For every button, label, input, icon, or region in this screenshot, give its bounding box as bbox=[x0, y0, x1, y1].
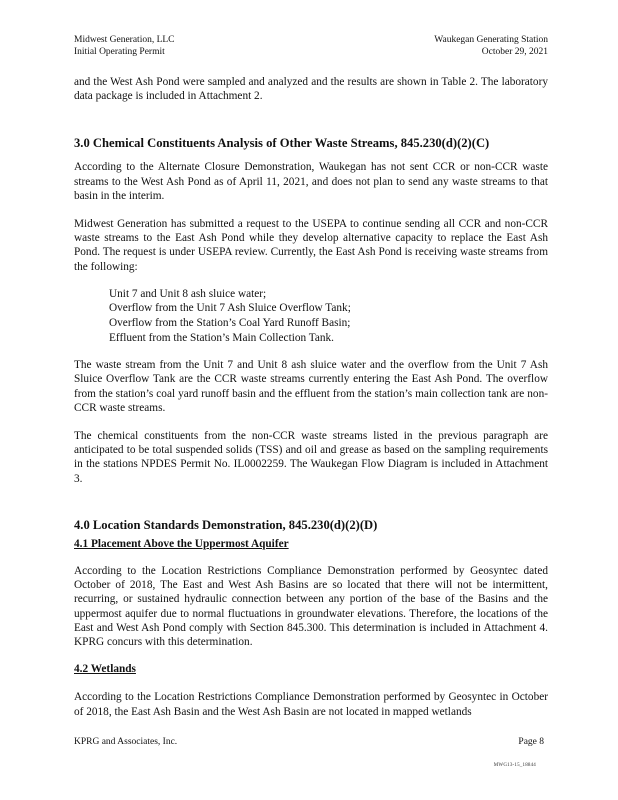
document-body bbox=[74, 75, 548, 719]
subsection-4-1-paragraph: According to the Location Restrictions Compliance Demonstration performed by Geosyntec dated October of 2018, The East and West Ash Basins are so located that there will not be intermittent, recurring, or sustained hydraulic connection between any portion of the base of the Basins and the uppermost aquifer due to normal fluctuations in groundwater elevations. Therefore, the locations of the East and West Ash Pond comply with Section 845.300. This determination is included in Attachment 4. KPRG concurs with this determination. bbox=[74, 565, 548, 649]
header-company: Midwest Generation, LLC bbox=[74, 35, 175, 45]
section-3-heading: 3.0 Chemical Constituents Analysis of Other Waste Streams, 845.230(d)(2)(C) bbox=[74, 136, 490, 151]
subsection-4-2-paragraph: According to the Location Restrictions Compliance Demonstration performed by Geosyntec in October of 2018, the East Ash Basin and the West Ash Basin are not located in mapped wetlands bbox=[74, 691, 548, 718]
list-item: Overflow from the Unit 7 Ash Sluice Overflow Tank; bbox=[109, 302, 351, 315]
waste-stream-list bbox=[74, 287, 548, 345]
footer-company: KPRG and Associates, Inc. bbox=[74, 737, 178, 747]
section-3-paragraph-2: Midwest Generation has submitted a request to the USEPA to continue sending all CCR and non-CCR waste streams to the East Ash Pond while they develop alternative capacity to replace the East Ash Pond. The request is under USEPA review. Currently, the East Ash Pond is receiving waste streams from the following: bbox=[74, 218, 548, 273]
footer-page-number: Page 8 bbox=[518, 737, 544, 747]
header-date: October 29, 2021 bbox=[481, 47, 548, 57]
section-3-paragraph-1: According to the Alternate Closure Demonstration, Waukegan has not sent CCR or non-CCR waste streams to the West Ash Pond as of April 11, 2021, and does not plan to send any waste streams to that basin in the interim. bbox=[74, 161, 548, 202]
intro-paragraph: and the West Ash Pond were sampled and analyzed and the results are shown in Table 2. The laboratory data package is included in Attachment 2. bbox=[74, 76, 548, 103]
list-item: Overflow from the Station’s Coal Yard Runoff Basin; bbox=[109, 317, 351, 330]
header-right bbox=[434, 34, 548, 58]
header-doc-title: Initial Operating Permit bbox=[74, 47, 165, 57]
subsection-4-1-heading: 4.1 Placement Above the Uppermost Aquifer bbox=[74, 537, 289, 550]
header-station: Waukegan Generating Station bbox=[434, 35, 548, 45]
header-left bbox=[74, 34, 175, 58]
section-3-paragraph-3: The waste stream from the Unit 7 and Unit 8 ash sluice water and the overflow from the Unit 7 Ash Sluice Overflow Tank are the CCR waste streams currently entering the East Ash Pond. The overflow from the station’s coal yard runoff basin and the effluent from the station’s main collection tank are non-CCR waste streams. bbox=[74, 359, 548, 414]
subsection-4-2-heading: 4.2 Wetlands bbox=[74, 663, 136, 676]
bates-stamp: MWG13-15_18844 bbox=[493, 763, 536, 768]
list-item: Unit 7 and Unit 8 ash sluice water; bbox=[109, 287, 267, 300]
list-item: Effluent from the Station’s Main Collection Tank. bbox=[109, 331, 335, 344]
section-3-paragraph-4: The chemical constituents from the non-CCR waste streams listed in the previous paragraph are anticipated to be total suspended solids (TSS) and oil and grease as based on the sampling requirements in the stations NPDES Permit No. IL0002259. The Waukegan Flow Diagram is included in Attachment 3. bbox=[74, 430, 548, 485]
section-4-heading: 4.0 Location Standards Demonstration, 845.230(d)(2)(D) bbox=[74, 517, 378, 532]
